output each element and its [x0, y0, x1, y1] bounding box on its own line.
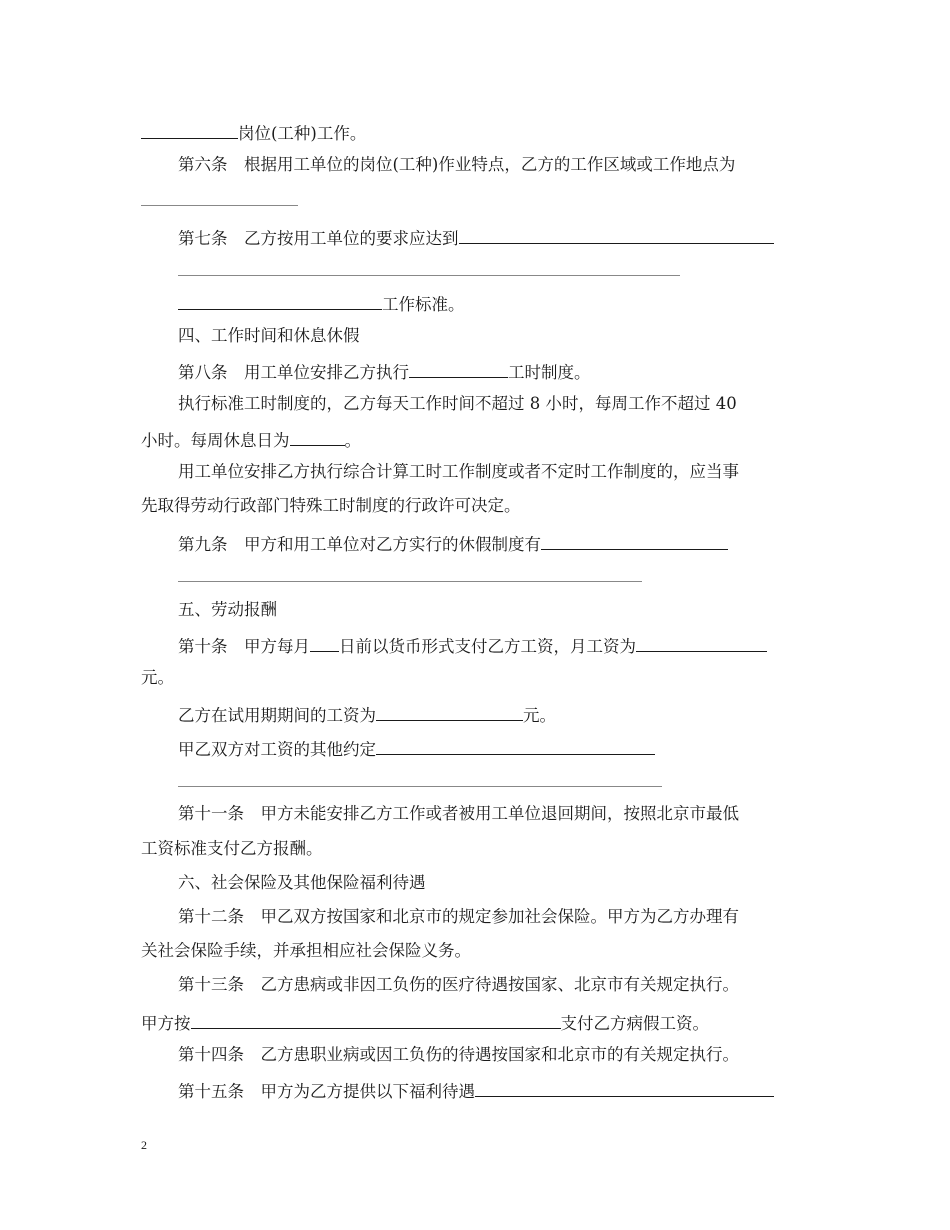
- text: 工资标准支付乙方报酬。: [141, 839, 323, 858]
- article-12: [178, 907, 739, 927]
- paragraph-line: [141, 839, 323, 859]
- article-7-blank: [178, 258, 680, 281]
- paragraph-line: [178, 394, 737, 414]
- paragraph-line: [178, 737, 655, 760]
- blank-field: [191, 1011, 561, 1029]
- text: 用工单位安排乙方执行综合计算工时工作制度或者不定时工作制度的，应当事: [178, 462, 739, 481]
- text: 四、工作时间和休息休假: [178, 326, 360, 345]
- text: 甲方按: [141, 1014, 191, 1033]
- article-14: [178, 1045, 739, 1065]
- text: 工作标准。: [382, 295, 465, 314]
- text: 第八条 用工单位安排乙方执行: [178, 363, 409, 382]
- paragraph-line: [141, 496, 521, 516]
- text: 元。: [141, 668, 174, 687]
- text: 第十条 甲方每月: [178, 637, 310, 656]
- blank-field: [475, 1079, 774, 1097]
- article-6-blank: [141, 188, 298, 211]
- article-11: [178, 804, 739, 824]
- paragraph-line: [141, 941, 471, 961]
- text: 。: [344, 431, 361, 450]
- blank-field: [178, 769, 662, 787]
- text: 第六条 根据用工单位的岗位(工种)作业特点，乙方的工作区域或工作地点为: [178, 155, 736, 174]
- blank-field: [459, 226, 774, 244]
- text: 岗位(工种)工作。: [238, 124, 367, 143]
- text: 执行标准工时制度的，乙方每天工作时间不超过 8 小时，每周工作不超过 40: [178, 394, 737, 413]
- text: 日前以货币形式支付乙方工资，月工资为: [339, 637, 636, 656]
- blank-field: [141, 121, 238, 139]
- section-4-heading: [178, 326, 360, 346]
- article-9-blank: [178, 564, 642, 587]
- text: 第十二条 甲乙双方按国家和北京市的规定参加社会保险。甲方为乙方办理有: [178, 907, 739, 926]
- article-10: [178, 634, 767, 657]
- text: 第十五条 甲方为乙方提供以下福利待遇: [178, 1082, 475, 1101]
- blank-field: [141, 188, 298, 206]
- paragraph-line: [178, 462, 739, 482]
- article-7-end: [178, 292, 465, 315]
- text: 先取得劳动行政部门特殊工时制度的行政许可决定。: [141, 496, 521, 515]
- paragraph-line: [141, 668, 174, 688]
- blank-field: [409, 360, 508, 378]
- text: 第十一条 甲方未能安排乙方工作或者被用工单位退回期间，按照北京市最低: [178, 804, 739, 823]
- article-7: [178, 226, 774, 249]
- text: 元。: [523, 706, 556, 725]
- section-6-heading: [178, 873, 426, 893]
- blank-field: [178, 258, 680, 276]
- paragraph-line: [141, 428, 361, 451]
- blank-field: [290, 428, 345, 446]
- article-15: [178, 1079, 774, 1102]
- blank-field: [376, 703, 523, 721]
- text: 第七条 乙方按用工单位的要求应达到: [178, 229, 459, 248]
- text: 六、社会保险及其他保险福利待遇: [178, 873, 426, 892]
- article-8: [178, 360, 591, 383]
- section-5-heading: [178, 600, 277, 620]
- text: 五、劳动报酬: [178, 600, 277, 619]
- text: 第十三条 乙方患病或非因工负伤的医疗待遇按国家、北京市有关规定执行。: [178, 975, 739, 994]
- line-post: [141, 121, 366, 144]
- wage-blank: [178, 769, 662, 792]
- article-6: [178, 155, 735, 175]
- text: 小时。每周休息日为: [141, 431, 290, 450]
- blank-field: [376, 737, 655, 755]
- blank-field: [310, 634, 339, 652]
- text: 关社会保险手续，并承担相应社会保险义务。: [141, 941, 471, 960]
- article-9: [178, 532, 728, 555]
- text: 第九条 甲方和用工单位对乙方实行的休假制度有: [178, 535, 541, 554]
- paragraph-line: [178, 703, 556, 726]
- blank-field: [541, 532, 728, 550]
- blank-field: [178, 564, 642, 582]
- text: 工时制度。: [508, 363, 591, 382]
- page-number: 2: [141, 1138, 147, 1152]
- text: 乙方在试用期期间的工资为: [178, 706, 376, 725]
- paragraph-line: [141, 1011, 709, 1034]
- text: 第十四条 乙方患职业病或因工负伤的待遇按国家和北京市的有关规定执行。: [178, 1045, 739, 1064]
- text: 甲乙双方对工资的其他约定: [178, 740, 376, 759]
- text: 支付乙方病假工资。: [560, 1014, 709, 1033]
- blank-field: [636, 634, 767, 652]
- blank-field: [178, 292, 382, 310]
- article-13: [178, 975, 739, 995]
